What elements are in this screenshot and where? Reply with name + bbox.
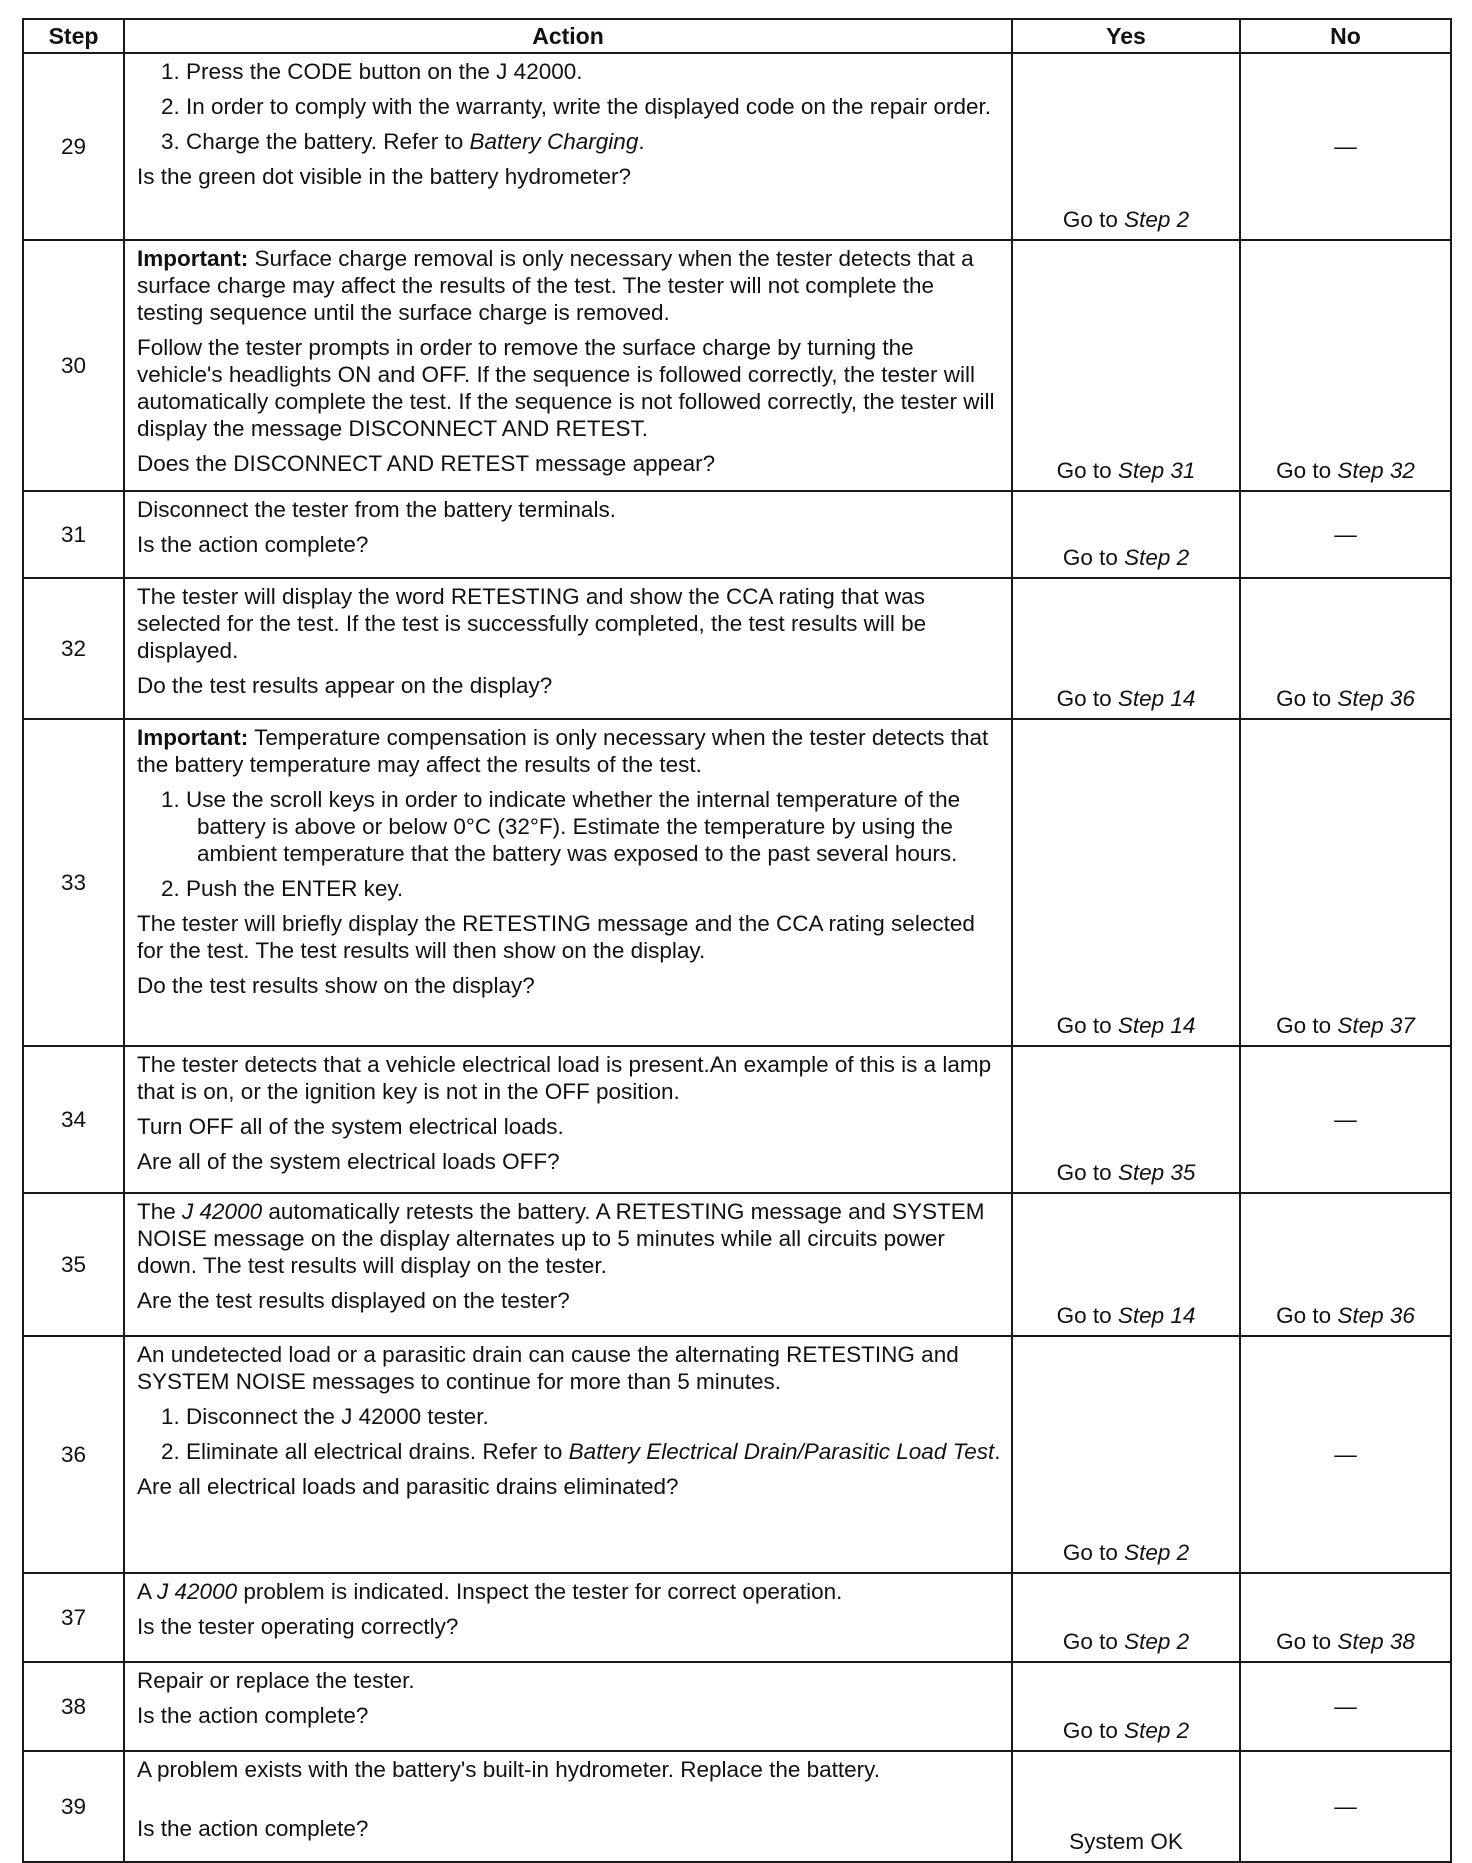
goto-step-link: Step 2 [1124, 1718, 1190, 1743]
yes-cell: Go to Step 14 [1012, 1193, 1240, 1336]
question-text: Does the DISCONNECT AND RETEST message appear? [137, 451, 716, 476]
action-cell [124, 1193, 1012, 1336]
action-list-item: 1. Disconnect the J 42000 tester. [161, 1404, 489, 1429]
step-number: 33 [23, 719, 124, 1046]
action-text: The tester will display the word RETESTING and show the CCA rating that was selected for the test. If the test is successfully completed, the test results will be displayed. [137, 584, 927, 663]
action-cell [124, 1573, 1012, 1662]
goto-step-link: Step 14 [1117, 686, 1196, 711]
question-text: Is the action complete? [137, 1816, 369, 1841]
goto-step-link: Step 35 [1117, 1160, 1196, 1185]
action-list-item: 2. In order to comply with the warranty, write the displayed code on the repair order. [161, 94, 992, 119]
goto-step-link: Step 37 [1337, 1013, 1415, 1038]
no-cell: Go to Step 36 [1240, 578, 1451, 719]
no-cell: Go to Step 38 [1240, 1573, 1451, 1662]
question-text: Is the green dot visible in the battery hydrometer? [137, 164, 632, 189]
goto-step-link: Step 36 [1337, 1303, 1415, 1328]
action-text: An undetected load or a parasitic drain can cause the alternating RETESTING and SYSTEM NOISE messages to continue for more than 5 minutes. [137, 1342, 959, 1394]
important-note: Important: Temperature compensation is only necessary when the tester detects that the battery temperature may affect the results of the test. [137, 725, 989, 777]
action-list-item: 1. Press the CODE button on the J 42000. [161, 59, 583, 84]
goto-step-link: Step 2 [1124, 1540, 1190, 1565]
yes-cell: Go to Step 2 [1012, 53, 1240, 240]
table-row [23, 1046, 1451, 1193]
question-text: Are all electrical loads and parasitic drains eliminated? [137, 1474, 679, 1499]
question-text: Do the test results appear on the display? [137, 673, 553, 698]
action-cell [124, 1046, 1012, 1193]
goto-step-link: Step 32 [1337, 458, 1415, 483]
question-text: Is the tester operating correctly? [137, 1614, 459, 1639]
no-cell: — [1240, 1046, 1451, 1193]
action-text: Turn OFF all of the system electrical loads. [137, 1114, 564, 1139]
action-cell [124, 1662, 1012, 1751]
goto-step-link: Step 2 [1124, 1629, 1190, 1654]
table-row [23, 1573, 1451, 1662]
no-cell: — [1240, 491, 1451, 578]
question-text: Is the action complete? [137, 532, 369, 557]
yes-cell: Go to Step 14 [1012, 578, 1240, 719]
yes-cell: System OK [1012, 1751, 1240, 1862]
yes-cell: Go to Step 2 [1012, 1662, 1240, 1751]
step-number: 30 [23, 240, 124, 491]
goto-step-link: Step 36 [1337, 686, 1415, 711]
step-number: 29 [23, 53, 124, 240]
header-step: Step [23, 19, 124, 53]
yes-cell: Go to Step 2 [1012, 1336, 1240, 1573]
action-text: A problem exists with the battery's built-in hydrometer. Replace the battery. [137, 1757, 880, 1782]
action-cell [124, 491, 1012, 578]
important-note: Important: Surface charge removal is only necessary when the tester detects that a surface charge may affect the results of the test. The tester will not complete the testing sequence until the surface charge is removed. [137, 246, 974, 325]
step-number: 31 [23, 491, 124, 578]
diagnostic-step-table [22, 18, 1452, 1863]
step-number: 36 [23, 1336, 124, 1573]
yes-cell: Go to Step 31 [1012, 240, 1240, 491]
action-text: A J 42000 problem is indicated. Inspect the tester for correct operation. [137, 1579, 843, 1604]
goto-step-link: Step 38 [1337, 1629, 1415, 1654]
yes-cell: Go to Step 2 [1012, 491, 1240, 578]
step-number: 32 [23, 578, 124, 719]
no-cell: — [1240, 1662, 1451, 1751]
goto-step-link: Step 14 [1117, 1013, 1196, 1038]
table-row [23, 240, 1451, 491]
yes-cell: Go to Step 2 [1012, 1573, 1240, 1662]
question-text: Are all of the system electrical loads OFF? [137, 1149, 560, 1174]
question-text: Are the test results displayed on the tester? [137, 1288, 570, 1313]
action-cell [124, 53, 1012, 240]
action-text: Disconnect the tester from the battery terminals. [137, 497, 616, 522]
step-number: 34 [23, 1046, 124, 1193]
action-text: The tester detects that a vehicle electrical load is present.An example of this is a lamp that is on, or the ignition key is not in the OFF position. [137, 1052, 992, 1104]
action-text: Repair or replace the tester. [137, 1668, 415, 1693]
goto-step-link: Step 14 [1117, 1303, 1196, 1328]
action-cell [124, 719, 1012, 1046]
action-list-item: 2. Push the ENTER key. [161, 876, 404, 901]
table-row [23, 719, 1451, 1046]
action-list-item: 3. Charge the battery. Refer to Battery Charging. [161, 129, 645, 154]
no-cell: — [1240, 1336, 1451, 1573]
table-row [23, 491, 1451, 578]
header-yes: Yes [1012, 19, 1240, 53]
table-row [23, 1751, 1451, 1862]
question-text: Is the action complete? [137, 1703, 369, 1728]
table-row [23, 53, 1451, 240]
goto-step-link: Step 2 [1124, 545, 1190, 570]
goto-step-link: Step 2 [1124, 207, 1190, 232]
action-cell [124, 240, 1012, 491]
action-list-item: 2. Eliminate all electrical drains. Refer to Battery Electrical Drain/Parasitic Load Test. [161, 1439, 1001, 1464]
no-cell: — [1240, 1751, 1451, 1862]
goto-step-link: Step 31 [1117, 458, 1196, 483]
table-header-row [23, 19, 1451, 53]
no-cell: Go to Step 32 [1240, 240, 1451, 491]
table-row [23, 1193, 1451, 1336]
table-row [23, 1662, 1451, 1751]
yes-cell: Go to Step 14 [1012, 719, 1240, 1046]
header-action: Action [124, 19, 1012, 53]
no-cell: — [1240, 53, 1451, 240]
action-text: The J 42000 automatically retests the battery. A RETESTING message and SYSTEM NOISE message on the display alternates up to 5 minutes while all circuits power down. The test results will display on the tester. [137, 1199, 985, 1278]
step-number: 35 [23, 1193, 124, 1336]
table-row [23, 1336, 1451, 1573]
step-number: 37 [23, 1573, 124, 1662]
action-cell [124, 578, 1012, 719]
action-text: Follow the tester prompts in order to remove the surface charge by turning the vehicle's headlights ON and OFF. If the sequence is followed correctly, the tester will automatically complete the test. If the sequence is not followed correctly, the tester will display the message DISCONNECT AND RETEST. [137, 335, 995, 441]
question-text: Do the test results show on the display? [137, 973, 535, 998]
no-cell: Go to Step 36 [1240, 1193, 1451, 1336]
action-cell [124, 1751, 1012, 1862]
step-number: 38 [23, 1662, 124, 1751]
action-cell [124, 1336, 1012, 1573]
action-text: The tester will briefly display the RETESTING message and the CCA rating selected for the test. The test results will then show on the display. [137, 911, 975, 963]
yes-cell: Go to Step 35 [1012, 1046, 1240, 1193]
header-no: No [1240, 19, 1451, 53]
step-number: 39 [23, 1751, 124, 1862]
table-row [23, 578, 1451, 719]
diagnostic-table-page [22, 18, 1450, 1863]
no-cell: Go to Step 37 [1240, 719, 1451, 1046]
action-list-item: 1. Use the scroll keys in order to indicate whether the internal temperature of the battery is above or below 0°C (32°F). Estimate the temperature by using the ambient temperature that the battery was exposed to the past several hours. [161, 787, 961, 866]
